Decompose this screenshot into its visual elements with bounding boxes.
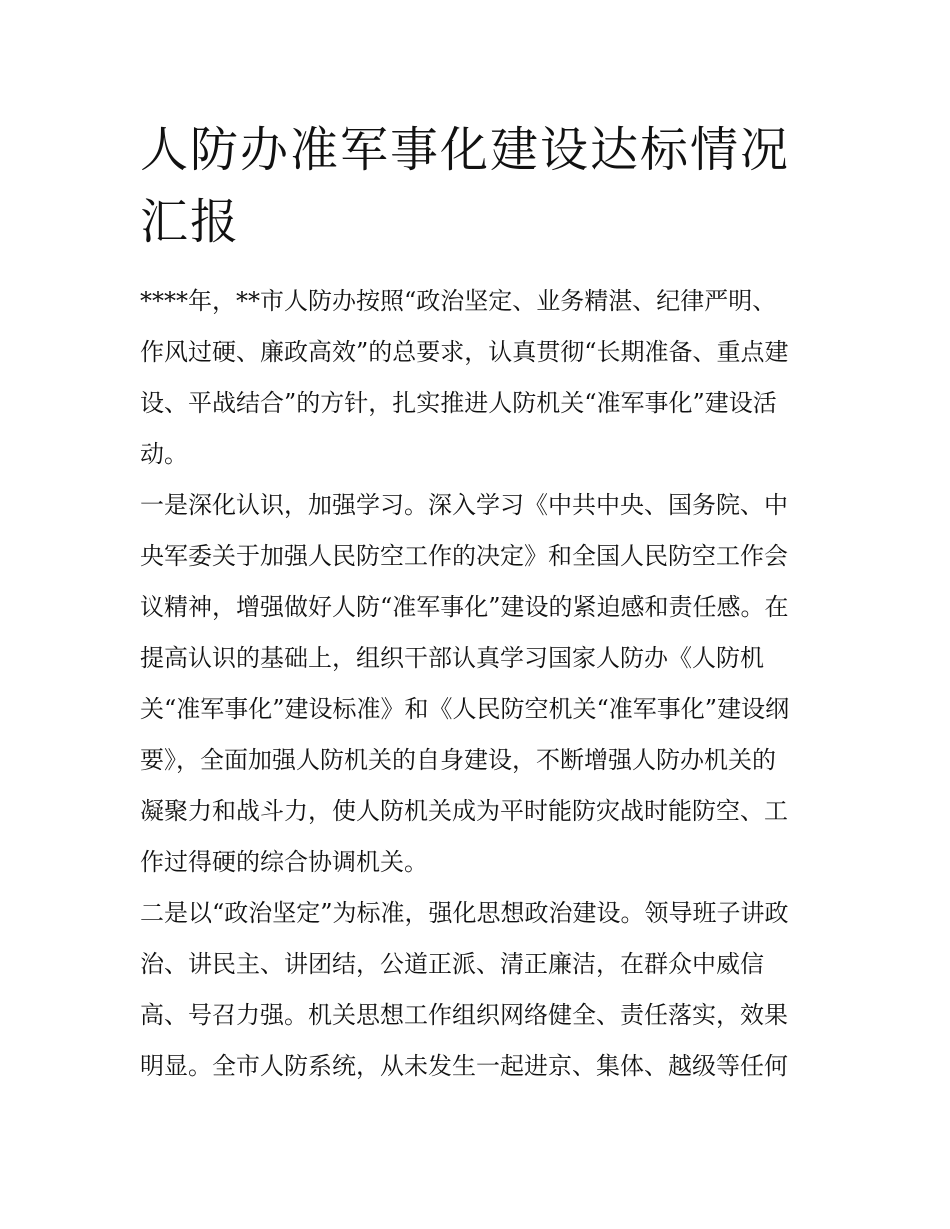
body-line: ****年，**市人防办按照“政治坚定、业务精湛、纪律严明、 bbox=[140, 287, 777, 315]
body-line: 议精神，增强做好人防“准军事化”建设的紧迫感和责任感。在 bbox=[140, 593, 789, 621]
document-body bbox=[140, 276, 830, 1092]
body-line: 高、号召力强。机关思想工作组织网络健全、责任落实，效果 bbox=[140, 1001, 788, 1029]
body-line: 关“准军事化”建设标准》和《人民防空机关“准军事化”建设纲 bbox=[140, 695, 790, 723]
body-line: 一是深化认识，加强学习。深入学习《中共中央、国务院、中 bbox=[140, 491, 788, 519]
body-line: 要》，全面加强人防机关的自身建设，不断增强人防办机关的 bbox=[140, 746, 776, 774]
body-line: 凝聚力和战斗力，使人防机关成为平时能防灾战时能防空、工 bbox=[140, 797, 788, 825]
body-line: 央军委关于加强人民防空工作的决定》和全国人民防空工作会 bbox=[140, 542, 788, 570]
body-line: 治、讲民主、讲团结，公道正派、清正廉洁，在群众中威信 bbox=[140, 950, 764, 978]
body-line: 作过得硬的综合协调机关。 bbox=[140, 848, 428, 876]
title-line: 人防办准军事化建设达标情况 bbox=[140, 122, 791, 178]
body-line: 提高认识的基础上，组织干部认真学习国家人防办《人防机 bbox=[140, 644, 764, 672]
body-line: 明显。全市人防系统，从未发生一起进京、集体、越级等任何 bbox=[140, 1052, 788, 1080]
title-line: 汇报 bbox=[140, 194, 241, 250]
document-title bbox=[140, 114, 820, 258]
body-line: 动。 bbox=[140, 440, 188, 468]
body-line: 设、平战结合”的方针，扎实推进人防机关“准军事化”建设活 bbox=[140, 389, 777, 417]
body-line: 作风过硬、廉政高效”的总要求，认真贯彻“长期准备、重点建 bbox=[140, 338, 789, 366]
body-line: 二是以“政治坚定”为标准，强化思想政治建设。领导班子讲政 bbox=[140, 899, 789, 927]
